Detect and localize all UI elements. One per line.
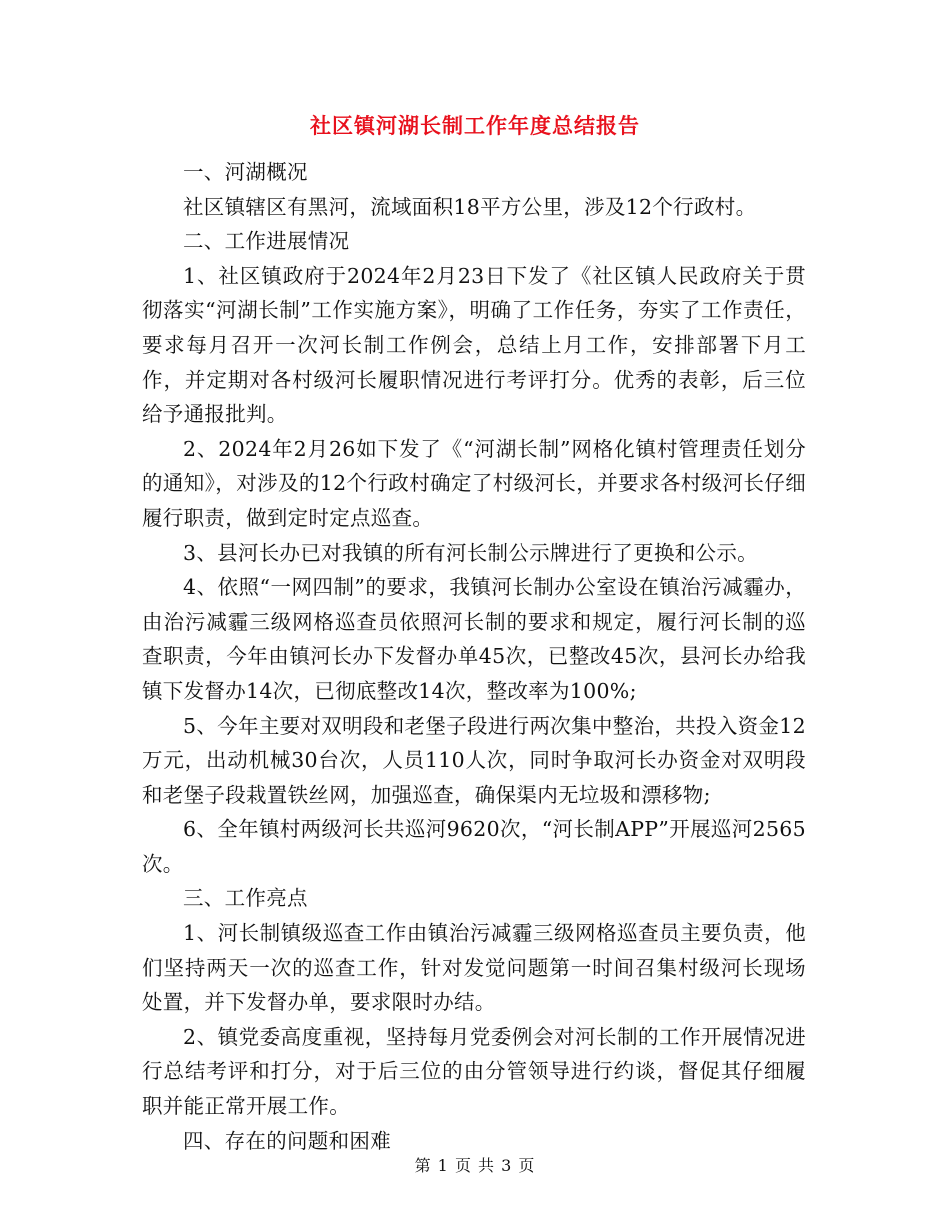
progress-item: 3、县河长办已对我镇的所有河长制公示牌进行了更换和公示。 bbox=[183, 540, 758, 565]
section-heading-highlights: 三、工作亮点 bbox=[183, 886, 308, 911]
document-title: 社区镇河湖长制工作年度总结报告 bbox=[310, 113, 640, 138]
highlight-item: 1、河长制镇级巡查工作由镇治污减霾三级网格巡查员主要负责，他们坚持两天一次的巡查工作，针对发觉问题第一时间召集村级河长现场处置，并下发督办单，要求限时办结。 bbox=[142, 921, 806, 1015]
highlight-item: 2、镇党委高度重视，坚持每月党委例会对河长制的工作开展情况进行总结考评和打分，对于后三位的由分管领导进行约谈，督促其仔细履职并能正常开展工作。 bbox=[142, 1024, 806, 1119]
document-body bbox=[142, 155, 806, 1158]
section-heading-overview: 一、河湖概况 bbox=[183, 160, 308, 184]
section-heading-progress: 二、工作进展情况 bbox=[183, 229, 350, 254]
progress-item: 4、依照“一网四制”的要求，我镇河长制办公室设在镇治污减霾办，由治污减霾三级网格巡查员依照河长制的要求和规定，履行河长制的巡查职责，今年由镇河长办下发督办单45次，已整改45次，县河长办给我镇下发督办14次，已彻底整改14次，整改率为100%; bbox=[142, 575, 806, 703]
progress-item: 6、全年镇村两级河长共巡河9620次，“河长制APP”开展巡河2565次。 bbox=[142, 817, 806, 876]
progress-item: 5、今年主要对双明段和老堡子段进行两次集中整治，共投入资金12万元，出动机械30台次，人员110人次，同时争取河长办资金对双明段和老堡子段栽置铁丝网，加强巡查，确保渠内无垃圾和漂移物; bbox=[142, 713, 806, 807]
progress-item: 2、2024年2月26如下发了《“河湖长制”网格化镇村管理责任划分的通知》，对涉及的12个行政村确定了村级河长，并要求各村级河长仔细履行职责，做到定时定点巡查。 bbox=[142, 436, 806, 530]
page-footer: 第 1 页 共 3 页 bbox=[414, 1156, 536, 1175]
section-heading-problems: 四、存在的问题和困难 bbox=[183, 1128, 391, 1153]
overview-paragraph: 社区镇辖区有黑河，流域面积18平方公里，涉及12个行政村。 bbox=[183, 194, 757, 219]
progress-item: 1、社区镇政府于2024年2月23日下发了《社区镇人民政府关于贯彻落实“河湖长制”工作实施方案》，明确了工作任务，夯实了工作责任，要求每月召开一次河长制工作例会，总结上月工作，安排部署下月工作，并定期对各村级河长履职情况进行考评打分。优秀的表彰，后三位给予通报批判。 bbox=[142, 263, 806, 427]
